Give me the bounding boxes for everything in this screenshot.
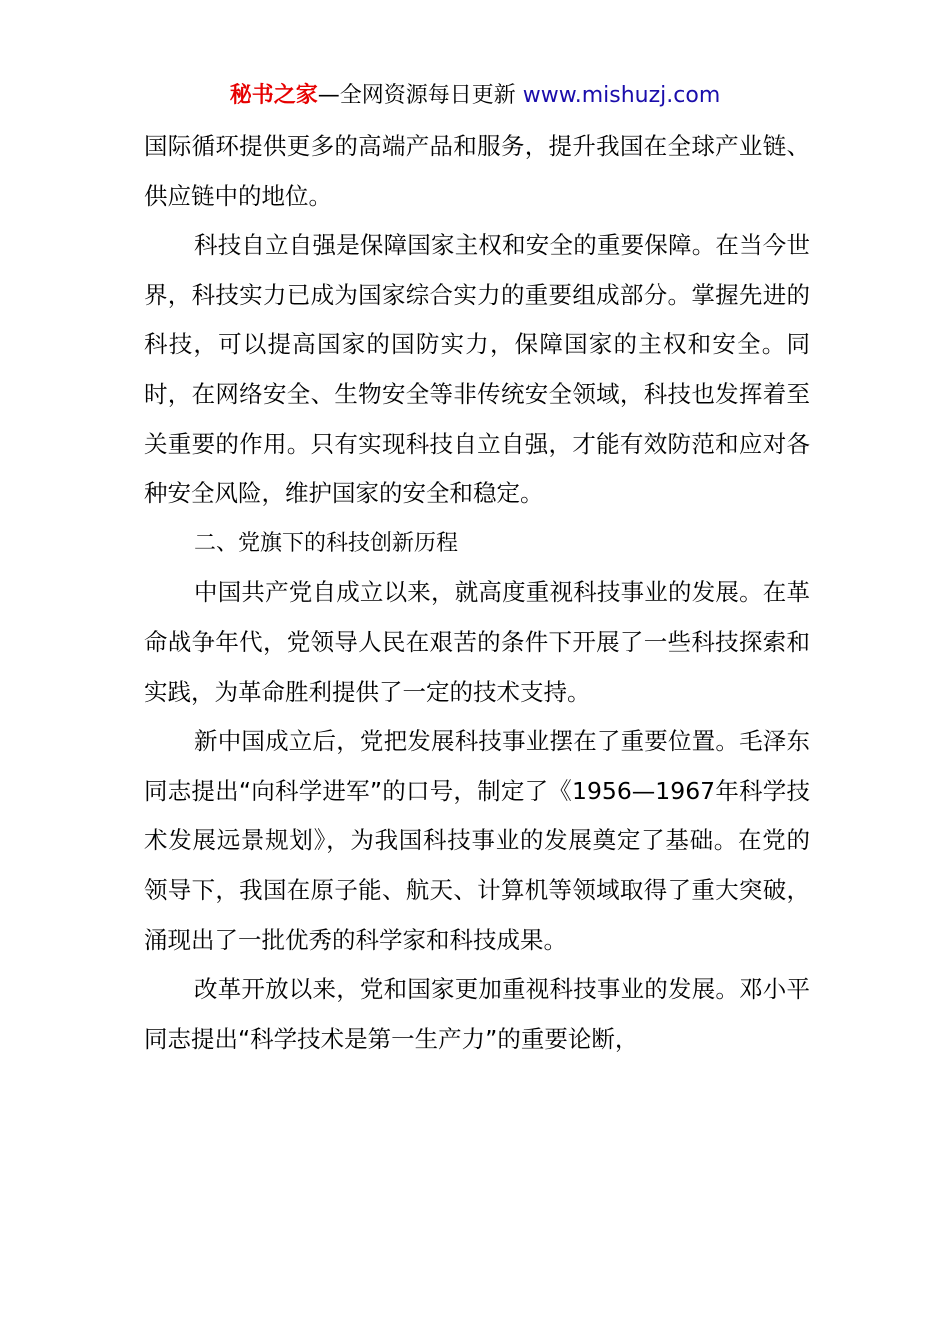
header-brand: 秘书之家 [229,83,318,108]
paragraph-new-china: 新中国成立后，党把发展科技事业摆在了重要位置。毛泽东同志提出“向科学进军”的口号，制定了《1956—1967年科学技术发展远景规划》，为我国科技事业的发展奠定了基础。在党的领导下，我国在原子能、航天、计算机等领域取得了重大突破，涌现出了一批优秀的科学家和科技成果。 [144,727,810,954]
document-body [144,122,810,1064]
page-header [0,80,950,112]
section-heading: 二、党旗下的科技创新历程 [194,530,459,556]
paragraph-continuation: 国际循环提供更多的高端产品和服务，提升我国在全球产业链、供应链中的地位。 [144,132,810,210]
header-site-url[interactable]: www.mishuzj.com [515,83,721,108]
paragraph-security: 科技自立自强是保障国家主权和安全的重要保障。在当今世界，科技实力已成为国家综合实力的重要组成部分。掌握先进的科技，可以提高国家的国防实力，保障国家的主权和安全。同时，在网络安全、生物安全等非传统安全领域，科技也发挥着至关重要的作用。只有实现科技自立自强，才能有效防范和应对各种安全风险，维护国家的安全和稳定。 [144,231,810,508]
header-tagline: —全网资源每日更新 [317,83,516,108]
paragraph-reform: 改革开放以来，党和国家更加重视科技事业的发展。邓小平同志提出“科学技术是第一生产力”的重要论断， [144,975,810,1053]
paragraph-founding: 中国共产党自成立以来，就高度重视科技事业的发展。在革命战争年代，党领导人民在艰苦的条件下开展了一些科技探索和实践，为革命胜利提供了一定的技术支持。 [144,578,810,706]
